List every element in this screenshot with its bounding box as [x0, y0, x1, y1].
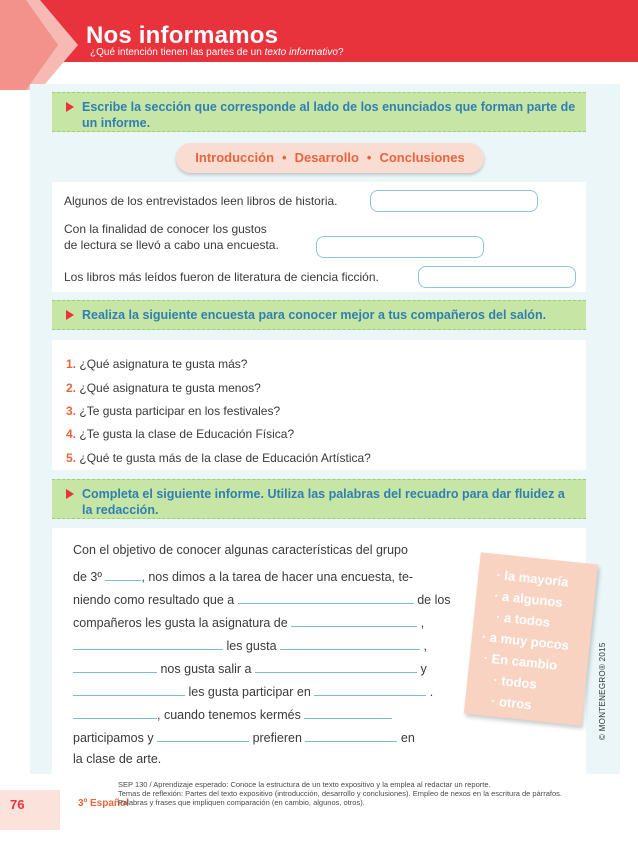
chevron-decoration-icon	[0, 0, 100, 90]
report-line-3: niendo como resultado que a de los	[73, 593, 451, 607]
word-bank-item: Desarrollo	[294, 150, 359, 165]
note-word: · a todos	[495, 609, 551, 630]
instruction-bar-3	[52, 479, 586, 519]
statement-1: Algunos de los entrevistados leen libros de historia.	[64, 194, 338, 208]
footer-sep: SEP 130 / Aprendizaje esperado: Conoce la estructura de un texto expositivo y la emplea al redactar un reporte.	[118, 780, 491, 789]
statement-2b: de lectura se llevó a cabo una encuesta.	[64, 238, 279, 252]
blank-field[interactable]	[291, 614, 417, 627]
statement-2a: Con la finalidad de conocer los gustos	[64, 222, 267, 236]
note-word: · a muy pocos	[481, 628, 570, 653]
footer-notes	[118, 780, 588, 807]
page-number: 76	[10, 797, 25, 812]
answer-field-2[interactable]	[316, 236, 484, 258]
answer-field-3[interactable]	[418, 266, 576, 288]
report-line-9: participamos y prefieren en	[73, 731, 415, 745]
report-line-5: les gusta ,	[73, 637, 427, 653]
report-line-7: les gusta participar en .	[73, 683, 433, 699]
report-line-4: compañeros les gusta la asignatura de ,	[73, 616, 425, 630]
connectors-note	[464, 552, 598, 725]
note-word: · a algunos	[493, 587, 564, 611]
instruction-text-2: Realiza la siguiente encuesta para conocer mejor a tus compañeros del salón.	[82, 308, 547, 322]
blank-field[interactable]	[157, 729, 249, 742]
bullet-arrow-icon	[66, 489, 74, 499]
page-number-tab	[0, 790, 60, 830]
blank-field[interactable]	[238, 591, 414, 604]
blank-field[interactable]	[73, 683, 185, 696]
blank-field[interactable]	[255, 660, 417, 673]
instruction-bar-2	[52, 300, 586, 330]
grade-label: 3º Español	[78, 798, 129, 809]
report-line-1: Con el objetivo de conocer algunas características del grupo	[73, 543, 408, 557]
blank-field[interactable]	[105, 568, 141, 581]
word-bank: Introducción • Desarrollo • Conclusiones	[176, 143, 484, 173]
word-bank-item: Introducción	[195, 150, 275, 165]
blank-field[interactable]	[305, 729, 397, 742]
note-word: · otros	[490, 693, 533, 713]
report-line-8: , cuando tenemos kermés	[73, 706, 392, 722]
survey-question-2: 2. ¿Qué asignatura te gusta menos?	[66, 381, 261, 395]
page-title: Nos informamos	[86, 22, 279, 49]
blank-field[interactable]	[280, 637, 420, 650]
note-word: · la mayoría	[495, 567, 570, 590]
survey-question-3: 3. ¿Te gusta participar en los festivales?	[66, 404, 281, 418]
survey-question-5: 5. ¿Qué te gusta más de la clase de Educación Artística?	[66, 451, 371, 465]
word-bank-item: Conclusiones	[379, 150, 465, 165]
report-line-2: de 3º , nos dimos a la tarea de hacer una encuesta, te-	[73, 570, 414, 584]
statement-3: Los libros más leídos fueron de literatura de ciencia ficción.	[64, 270, 379, 284]
blank-field[interactable]	[314, 683, 426, 696]
survey-question-1: 1. ¿Qué asignatura te gusta más?	[66, 357, 248, 371]
blank-field[interactable]	[304, 706, 392, 719]
blank-field[interactable]	[73, 637, 223, 650]
note-word: · todos	[492, 672, 538, 692]
instruction-bar-1	[52, 92, 586, 132]
instruction-text-3: Completa el siguiente informe. Utiliza las palabras del recuadro para dar fluidez a la redacción.	[82, 487, 565, 517]
answer-field-1[interactable]	[370, 190, 538, 212]
note-word: · En cambio	[483, 650, 558, 673]
blank-field[interactable]	[73, 706, 157, 719]
blank-field[interactable]	[73, 660, 157, 673]
copyright: © MONTENEGRO® 2015	[598, 642, 607, 740]
report-line-6: nos gusta salir a y	[73, 660, 427, 676]
bullet-arrow-icon	[66, 102, 74, 112]
survey-question-4: 4. ¿Te gusta la clase de Educación Física?	[66, 427, 295, 441]
instruction-text-1: Escribe la sección que corresponde al lado de los enunciados que forman parte de un informe.	[82, 100, 576, 130]
footer-temas: Temas de reflexión: Partes del texto expositivo (introducción, desarrollo y conclusiones). Empleo de nexos en la escritura de párrafos. Palabras y frases que impliquen comparación (en cambio, algunos, otros).	[118, 789, 562, 807]
report-line-10: la clase de arte.	[73, 752, 162, 766]
bullet-arrow-icon	[66, 310, 74, 320]
page-subtitle: ¿Qué intención tienen las partes de un texto informativo?	[90, 47, 344, 58]
